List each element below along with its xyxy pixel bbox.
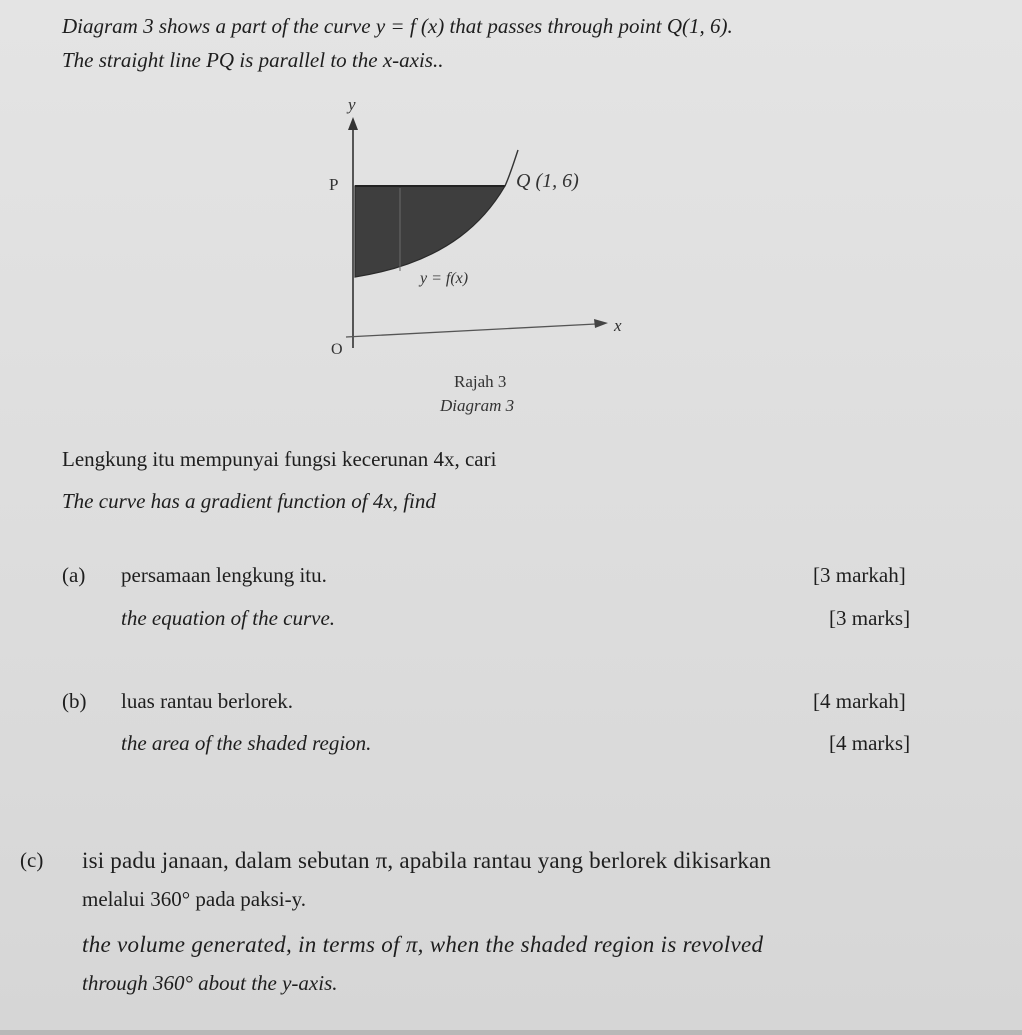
x-axis-arrow xyxy=(594,319,608,328)
question-b-number: (b) xyxy=(62,689,87,713)
question-a-malay: persamaan lengkung itu. xyxy=(121,563,327,587)
question-a-number: (a) xyxy=(62,563,86,587)
y-axis-label: y xyxy=(348,95,356,114)
question-a-marks-english: [3 marks] xyxy=(829,606,911,630)
page-bottom-edge xyxy=(0,1030,1022,1035)
question-c-malay-line-1: isi padu janaan, dalam sebutan π, apabila rantau yang berlorek dikisarkan xyxy=(82,848,772,873)
x-axis-label: x xyxy=(614,316,622,335)
x-axis-line xyxy=(346,324,596,337)
intro-line-2: The straight line PQ is parallel to the x-axis.. xyxy=(62,48,444,72)
origin-label: O xyxy=(331,341,343,358)
intro-line-1: Diagram 3 shows a part of the curve y = f (x) that passes through point Q(1, 6). xyxy=(62,14,733,38)
curve-label: y = f(x) xyxy=(420,270,469,287)
question-b-english: the area of the shaded region. xyxy=(121,731,372,755)
caption-english: Diagram 3 xyxy=(440,396,515,415)
question-c-malay-line-2: melalui 360° pada paksi-y. xyxy=(82,887,306,911)
shaded-region xyxy=(355,186,505,277)
question-a-marks-malay: [3 markah] xyxy=(813,563,906,587)
question-b-marks-malay: [4 markah] xyxy=(813,689,906,713)
question-b-malay: luas rantau berlorek. xyxy=(121,689,294,713)
question-b-marks-english: [4 marks] xyxy=(829,731,911,755)
caption-malay: Rajah 3 xyxy=(454,372,507,391)
point-p-label: P xyxy=(329,175,339,194)
stem-malay: Lengkung itu mempunyai fungsi kecerunan 4x, cari xyxy=(62,447,497,471)
question-c-english-line-1: the volume generated, in terms of π, when the shaded region is revolved xyxy=(82,932,764,957)
question-c-number: (c) xyxy=(20,848,44,872)
question-c-english-line-2: through 360° about the y-axis. xyxy=(82,971,338,995)
stem-english: The curve has a gradient function of 4x, find xyxy=(62,489,436,513)
question-a-english: the equation of the curve. xyxy=(121,606,336,630)
point-q-label: Q (1, 6) xyxy=(516,170,579,192)
y-axis-arrow xyxy=(348,117,358,130)
diagram-3 xyxy=(0,0,1022,420)
